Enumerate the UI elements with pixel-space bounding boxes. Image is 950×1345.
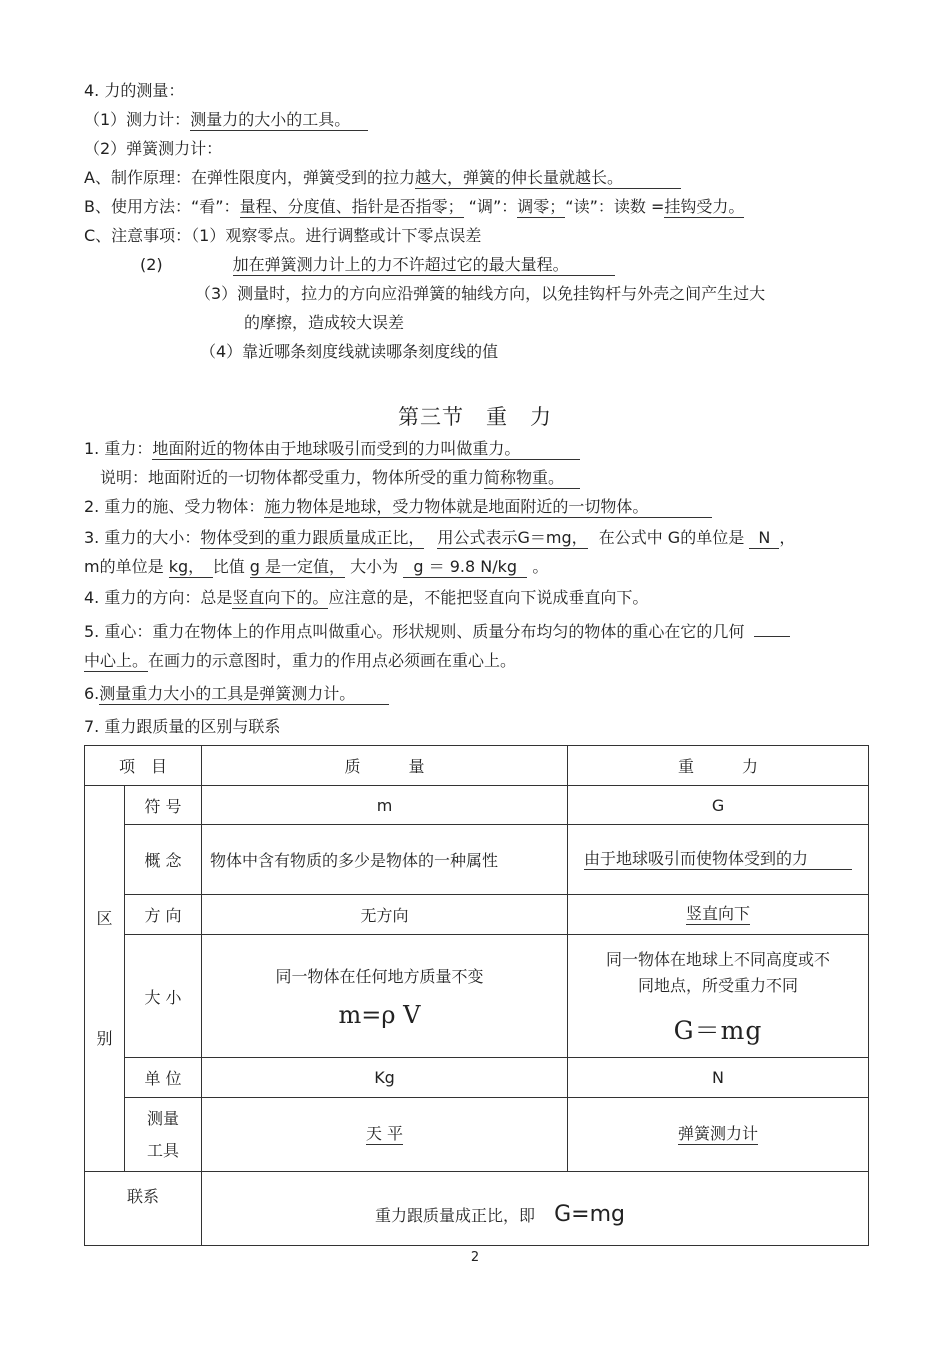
g-p3b-answer2: g 是一定值， xyxy=(249,557,346,576)
header-item: 项 目 xyxy=(85,746,202,786)
mass-concept: 物体中含有物质的多少是物体的一种属性 xyxy=(202,825,568,895)
row-label-size: 大 小 xyxy=(125,935,202,1058)
s4-b-mid2: “读”：读数 = xyxy=(565,197,665,216)
s4-b-answer2: 调零； xyxy=(517,197,566,216)
gravity-tool-text: 弹簧测力计 xyxy=(678,1124,759,1143)
s4-line2: （2）弹簧测力计： xyxy=(84,139,223,158)
s4-b-answer1: 量程、分度值、指针是否指零； xyxy=(239,197,464,216)
g-p2 xyxy=(84,496,712,518)
table-row xyxy=(85,935,869,1058)
table-row xyxy=(85,895,869,935)
mass-gravity-table xyxy=(84,745,869,1246)
g-p4-end: 应注意的是，不能把竖直向下说成垂直向下。 xyxy=(328,588,649,607)
row-label-unit: 单 位 xyxy=(125,1058,202,1098)
g-p3-prefix: 3. 重力的大小： xyxy=(84,528,201,547)
g-p3b xyxy=(84,556,548,578)
s4-line-c3a: （3）测量时，拉力的方向应沿弹簧的轴线方向，以免挂钩杆与外壳之间产生过大 xyxy=(195,284,766,303)
row-label-tool-1: 测量 xyxy=(147,1108,180,1128)
g-p3b-prefix: m的单位是 xyxy=(84,557,164,576)
g-p5a-blank xyxy=(754,636,790,637)
g-p3-mid: 在公式中 G的单位是 xyxy=(598,528,745,547)
gravity-size xyxy=(568,935,869,1058)
s4-b-answer3: 挂钩受力。 xyxy=(664,197,745,216)
table-row xyxy=(85,825,869,895)
g-p3 xyxy=(84,527,795,549)
s4-title: 4. 力的测量： xyxy=(84,81,185,100)
s4-line-c4: （4）靠近哪条刻度线就读哪条刻度线的值 xyxy=(200,342,499,361)
page-number: 2 xyxy=(470,1250,480,1265)
mass-symbol: m xyxy=(202,786,568,825)
s4-b-mid: “调”： xyxy=(468,197,518,216)
g-p6-prefix: 6. xyxy=(84,684,100,703)
g-p1 xyxy=(84,438,580,460)
g-p6-answer: 测量重力大小的工具是弹簧测力计。 xyxy=(99,684,389,705)
mass-size xyxy=(202,935,568,1058)
g-p5a xyxy=(84,621,790,643)
s4-line1-label: （1）测力计： xyxy=(84,110,191,129)
table-header-row xyxy=(85,746,869,786)
mass-tool xyxy=(202,1098,568,1172)
relation-label: 联系 xyxy=(85,1172,202,1246)
table-row xyxy=(85,1098,869,1172)
gravity-direction-text: 竖直向下 xyxy=(686,904,751,923)
gravity-formula: G＝mg xyxy=(673,1016,763,1045)
s4-a-prefix: A、制作原理：在弹性限度内，弹簧受到的拉力 xyxy=(84,168,415,187)
g-p1b xyxy=(100,467,580,489)
s4-line-c: C、注意事项：（1）观察零点。进行调整或计下零点误差 xyxy=(84,226,482,245)
gravity-size-text2: 同地点，所受重力不同 xyxy=(638,976,799,995)
g-p5a-text: 5. 重心：重力在物体上的作用点叫做重心。形状规则、质量分布均匀的物体的重心在它的几何 xyxy=(84,622,745,641)
g-p1-answer: 地面附近的物体由于地球吸引而受到的力叫做重力。 xyxy=(152,439,580,460)
gravity-direction xyxy=(568,895,869,935)
s4-line-c3b: 的摩擦，造成较大误差 xyxy=(244,313,405,332)
gravity-concept-text: 由于地球吸引而使物体受到的力 xyxy=(584,849,852,870)
s4-line-b xyxy=(84,196,744,218)
g-p4-answer: 竖直向下的。 xyxy=(232,588,329,607)
s4-line-c2 xyxy=(140,254,615,276)
section-title: 第三节 重 力 xyxy=(398,405,552,429)
gravity-unit: N xyxy=(568,1058,869,1098)
gravity-tool xyxy=(568,1098,869,1172)
row-label-concept: 概 念 xyxy=(125,825,202,895)
s4-line1-answer: 测量力的大小的工具。 xyxy=(190,110,368,131)
g-p3b-end: 。 xyxy=(532,557,549,576)
table-row xyxy=(85,786,869,825)
table-row-relation xyxy=(85,1172,869,1246)
mass-size-text: 同一物体在任何地方质量不变 xyxy=(275,966,484,986)
g-p3b-answer1: kg， xyxy=(169,557,213,578)
mass-unit: Kg xyxy=(202,1058,568,1098)
s4-line1 xyxy=(84,109,368,131)
s4-line-a xyxy=(84,167,681,189)
s4-a-answer: 越大，弹簧的伸长量就越长。 xyxy=(415,168,681,189)
g-p3-answer2: 用公式表示G＝mg， xyxy=(437,528,588,547)
g-p5b xyxy=(84,650,516,672)
g-p4 xyxy=(84,587,648,609)
gravity-size-text1: 同一物体在地球上不同高度或不 xyxy=(606,950,831,969)
gravity-concept xyxy=(568,825,869,895)
g-p2-answer: 施力物体是地球，受力物体就是地面附近的一切物体。 xyxy=(264,497,712,518)
row-label-tool xyxy=(125,1098,202,1172)
g-p3b-mid: 比值 xyxy=(212,557,245,576)
header-gravity: 重 力 xyxy=(568,746,869,786)
relation-content xyxy=(202,1172,869,1246)
g-p4-prefix: 4. 重力的方向：总是 xyxy=(84,588,233,607)
s4-b-prefix: B、使用方法：“看”： xyxy=(84,197,240,216)
table-row xyxy=(85,1058,869,1098)
g-p1-prefix: 1. 重力： xyxy=(84,439,153,458)
g-p5b-end: 在画力的示意图时，重力的作用点必须画在重心上。 xyxy=(148,651,517,670)
g-p6 xyxy=(84,683,389,705)
gravity-symbol: G xyxy=(568,786,869,825)
g-p3-end: ， xyxy=(779,528,796,547)
relation-formula: G=mg xyxy=(554,1202,626,1227)
row-label-tool-2: 工具 xyxy=(147,1140,180,1160)
g-p7: 7. 重力跟质量的区别与联系 xyxy=(84,717,281,736)
mass-formula: m=ρ V xyxy=(338,1000,421,1029)
g-p3b-mid2: 大小为 xyxy=(350,557,399,576)
g-p3-answer3: N xyxy=(749,528,779,549)
g-p5b-answer: 中心上。 xyxy=(84,651,149,670)
g-p3b-answer3: g ＝ 9.8 N/kg xyxy=(403,557,527,578)
g-p1b-prefix: 说明：地面附近的一切物体都受重力，物体所受的重力 xyxy=(100,468,485,487)
row-label-symbol: 符 号 xyxy=(125,786,202,825)
header-mass: 质 量 xyxy=(202,746,568,786)
g-p3-answer1: 物体受到的重力跟质量成正比， xyxy=(200,528,425,547)
relation-text: 重力跟质量成正比，即 xyxy=(375,1206,536,1225)
row-label-direction: 方 向 xyxy=(125,895,202,935)
g-p2-prefix: 2. 重力的施、受力物体： xyxy=(84,497,265,516)
mass-tool-text: 天 平 xyxy=(365,1124,404,1143)
g-p1b-answer: 简称物重。 xyxy=(484,468,580,489)
mass-direction: 无方向 xyxy=(202,895,568,935)
s4-c2-num: (2) xyxy=(140,255,163,274)
s4-c2-answer: 加在弹簧测力计上的力不许超过它的最大量程。 xyxy=(233,255,615,276)
diff-label: 区 别 xyxy=(85,786,125,1172)
